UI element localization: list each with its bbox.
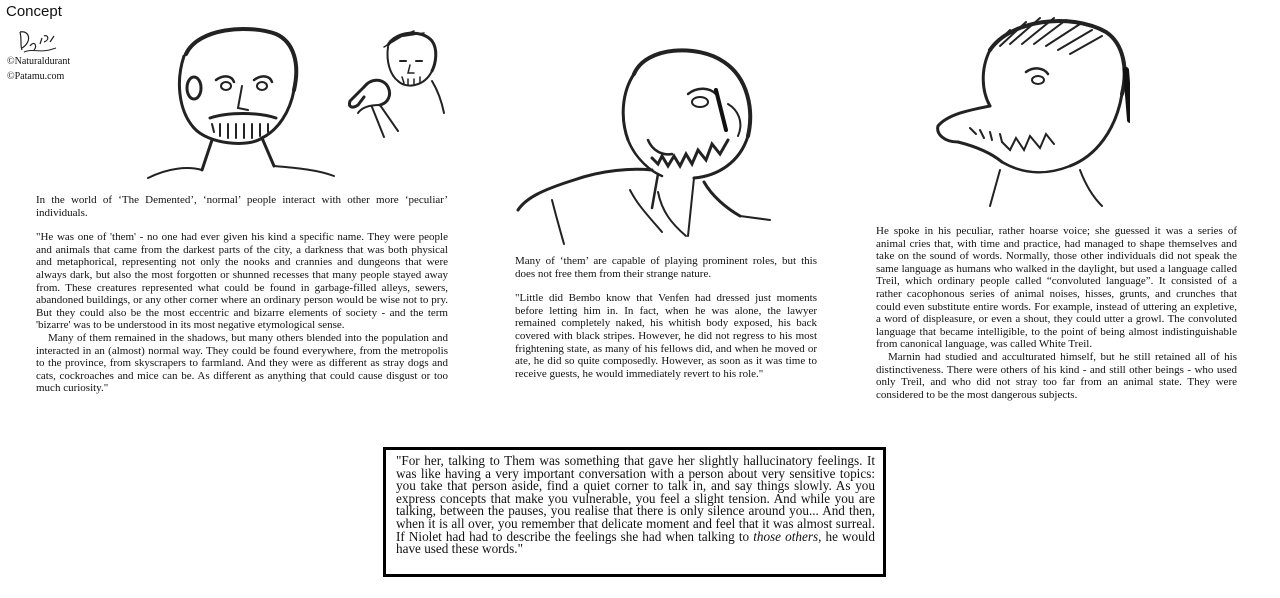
small-head-with-animal-icon [344, 27, 448, 147]
column-2-paragraph-1: "Little did Bembo know that Venfen had dressed just moments before letting him in. In fact, when he was alone, the lawyer remained completely naked, his whitish body exposed, his back covered with black stripes. However, he did not regress to his most frightening state, as many of his fellows did, and when he moved or ate, he did so quite composedly. However, as soon as it was time to receive guests, he would immediately revert to his role." [515, 292, 817, 380]
artist-signature [16, 26, 62, 56]
column-2-intro: Many of ‘them’ are capable of playing prominent roles, but this does not free them from their strange nature. [515, 255, 817, 280]
column-1-paragraph-2: Many of them remained in the shadows, but many others blended into the population and interacted in an (almost) normal way. They could be found everywhere, from the metropolis to the province, from skyscrapers to farmland. And they were as different as stray dogs and cats, cockroaches and mice can be. As different as anything that could cause disgust or too much curiosity." [36, 331, 448, 395]
animal-profile-head-icon [930, 10, 1130, 210]
credit-patamu: ©Patamu.com [7, 71, 65, 82]
column-3-paragraph-1: He spoke in his peculiar, rather hoarse voice; she guessed it was a series of animal cries that, with time and practice, had managed to shape themselves and take on the sound of words. Normally, those other individuals did not speak the same language as humans who walked in the daylight, but used a language called Treil, which ordinary people called “convoluted language”. It consisted of a rather cacophonous series of animal noises, hisses, grunts, and crunches that could even substitute entire words. For example, instead of uttering an expletive, a word of displeasure, or even a shout, they could utter a growl. The convoluted language that became intelligible, to the point of being almost indistinguishable from canonical language, was called White Treil. [876, 225, 1237, 351]
page-title: Concept [6, 3, 62, 20]
bald-humanoid-face-icon [138, 20, 338, 180]
quote-text-before: "For her, talking to Them was something that gave her slightly hallucinatory feelings. It was like having a very important conversation with a person about very sensitive topics: you take that person aside, find a quiet corner to talk in, and say things slowly. As you express concepts that make you vulnerable, you feel a slight tension. And while you are talking, between the pauses, you realise that there is only silence around you... And then, when it is all over, you remember that delicate moment and feel that it was almost surreal. If Niolet had had to describe the feelings she had when talking to [396, 453, 875, 544]
credit-naturaldurant: ©Naturaldurant [7, 56, 71, 67]
quote-text-italic: those others [753, 528, 819, 544]
quote-text-after: , he would have used these words." [396, 528, 875, 557]
text-column-3 [876, 225, 1237, 401]
bald-man-with-beard-icon [512, 40, 774, 250]
column-1-intro: In the world of ‘The Demented’, ‘normal’ people interact with other more ‘peculiar’ individuals. [36, 194, 448, 219]
text-column-2 [515, 255, 817, 380]
column-1-paragraph-1: "He was one of 'them' - no one had ever given his kind a specific name. They were people and animals that came from the darkest parts of the city, a darkness that was both physical and metaphorical, representing not only the nooks and crannies and dungeons that were always dark, but also the most forgotten or shunned recesses that many people stayed away from. These creatures represented what could be found in garbage-filled alleys, sewers, abandoned buildings, or any other corner where an ordinary person would be wise not to pry. But they could also be the most eccentric and bizarre elements of society - and the term 'bizarre' was to be understood in its most negative etymological sense. [36, 231, 448, 332]
text-column-1 [36, 194, 448, 395]
quote-box [383, 447, 886, 577]
column-3-paragraph-2: Marnin had studied and acculturated himself, but he still retained all of his distinctiveness. There were others of his kind - and still other beings - who used only Treil, and who did not stray too far from an animal state. They were considered to be the most dangerous subjects. [876, 350, 1237, 401]
